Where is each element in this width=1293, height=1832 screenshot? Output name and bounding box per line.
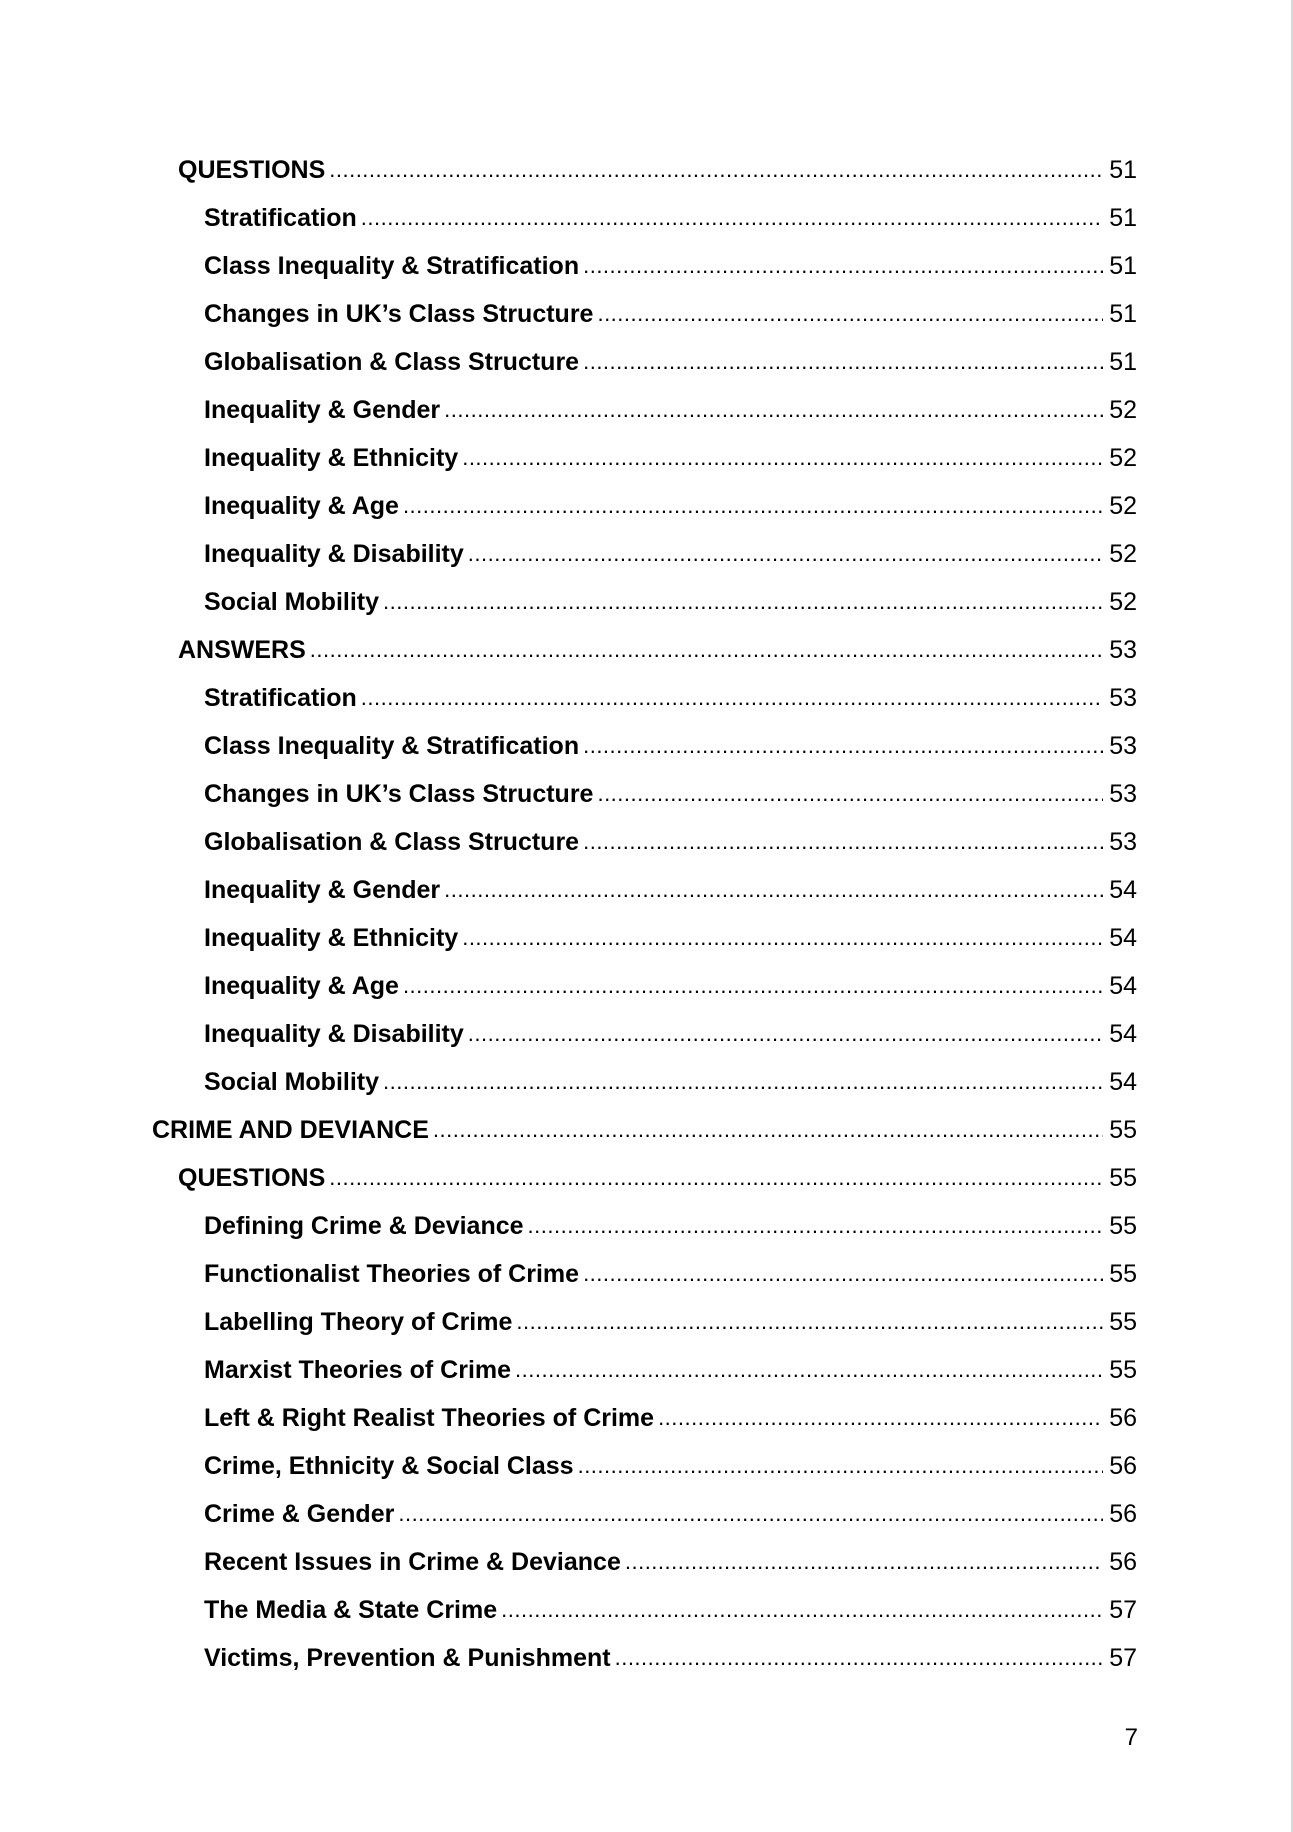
toc-entry-page: 55 [1109,1212,1137,1240]
toc-entry-page: 56 [1109,1452,1137,1480]
toc-entry-title: Inequality & Gender [204,396,441,424]
toc-entry-title: Victims, Prevention & Punishment [204,1644,611,1672]
toc-dot-leader [578,1442,1103,1490]
toc-entry[interactable] [0,1010,1137,1058]
toc-entry-title: Changes in UK’s Class Structure [204,780,594,808]
toc-entry-title: Left & Right Realist Theories of Crime [204,1404,655,1432]
toc-entry-title: Inequality & Disability [204,1020,464,1048]
toc-entry[interactable] [0,1538,1137,1586]
toc-dot-leader [433,1106,1103,1154]
toc-entry-page: 54 [1109,924,1137,952]
toc-dot-leader [501,1586,1103,1634]
toc-entry-title: Defining Crime & Deviance [204,1212,524,1240]
toc-entry-title: Stratification [204,684,357,712]
toc-entry-title: Crime & Gender [204,1500,395,1528]
toc-dot-leader [403,482,1103,530]
page-number: 7 [1124,1724,1138,1751]
toc-dot-leader [583,722,1103,770]
toc-dot-leader [444,866,1103,914]
toc-entry-title: Inequality & Disability [204,540,464,568]
toc-entry-page: 52 [1109,444,1137,472]
toc-entry[interactable] [0,386,1137,434]
toc-entry-page: 52 [1109,396,1137,424]
toc-dot-leader [515,1346,1103,1394]
table-of-contents [0,146,1293,1682]
toc-entry[interactable] [0,1490,1137,1538]
toc-dot-leader [329,146,1103,194]
toc-entry-page: 53 [1109,684,1137,712]
toc-entry-page: 55 [1109,1116,1137,1144]
toc-dot-leader [583,1250,1103,1298]
toc-entry-title: Globalisation & Class Structure [204,348,580,376]
toc-entry-page: 52 [1109,588,1137,616]
toc-dot-leader [444,386,1103,434]
toc-entry[interactable] [0,1634,1137,1682]
toc-entry-title: Labelling Theory of Crime [204,1308,513,1336]
toc-entry-page: 52 [1109,540,1137,568]
toc-dot-leader [462,434,1103,482]
toc-entry-title: Crime, Ethnicity & Social Class [204,1452,574,1480]
toc-entry-title: The Media & State Crime [204,1596,498,1624]
toc-entry[interactable] [0,1154,1137,1202]
toc-dot-leader [615,1634,1103,1682]
toc-dot-leader [583,242,1103,290]
toc-dot-leader [597,770,1103,818]
toc-dot-leader [398,1490,1103,1538]
toc-entry-title: Social Mobility [204,588,380,616]
toc-entry-page: 53 [1109,780,1137,808]
toc-entry-page: 51 [1109,204,1137,232]
toc-entry[interactable] [0,1058,1137,1106]
toc-entry-page: 57 [1109,1644,1137,1672]
toc-entry-title: Class Inequality & Stratification [204,732,580,760]
toc-dot-leader [625,1538,1103,1586]
toc-dot-leader [597,290,1103,338]
toc-entry-page: 54 [1109,972,1137,1000]
toc-entry[interactable] [0,1250,1137,1298]
toc-entry-title: QUESTIONS [178,156,326,184]
toc-entry-title: Changes in UK’s Class Structure [204,300,594,328]
toc-entry-title: Inequality & Ethnicity [204,444,459,472]
toc-entry-page: 54 [1109,1020,1137,1048]
toc-entry[interactable] [0,146,1137,194]
toc-entry-page: 51 [1109,156,1137,184]
toc-dot-leader [468,530,1103,578]
toc-entry[interactable] [0,1394,1137,1442]
toc-entry-page: 51 [1109,300,1137,328]
toc-entry-page: 56 [1109,1548,1137,1576]
toc-entry-title: Inequality & Age [204,972,399,1000]
toc-entry[interactable] [0,818,1137,866]
toc-entry-title: Inequality & Age [204,492,399,520]
toc-entry-page: 51 [1109,348,1137,376]
toc-entry-page: 53 [1109,828,1137,856]
toc-dot-leader [403,962,1103,1010]
toc-dot-leader [528,1202,1103,1250]
toc-dot-leader [310,626,1103,674]
toc-entry[interactable] [0,1442,1137,1490]
toc-entry-page: 53 [1109,732,1137,760]
toc-entry[interactable] [0,290,1137,338]
toc-entry-page: 57 [1109,1596,1137,1624]
toc-entry-page: 56 [1109,1500,1137,1528]
toc-entry-page: 52 [1109,492,1137,520]
toc-dot-leader [658,1394,1103,1442]
toc-entry-title: Inequality & Gender [204,876,441,904]
toc-entry-page: 54 [1109,1068,1137,1096]
toc-entry-title: Marxist Theories of Crime [204,1356,512,1384]
toc-entry-page: 55 [1109,1260,1137,1288]
toc-entry[interactable] [0,578,1137,626]
toc-entry[interactable] [0,434,1137,482]
toc-entry-title: Functionalist Theories of Crime [204,1260,580,1288]
toc-entry-page: 53 [1109,636,1137,664]
toc-dot-leader [468,1010,1103,1058]
toc-entry-page: 55 [1109,1356,1137,1384]
toc-entry[interactable] [0,914,1137,962]
toc-entry-title: CRIME AND DEVIANCE [152,1116,429,1144]
toc-dot-leader [329,1154,1103,1202]
toc-entry-title: Stratification [204,204,357,232]
toc-entry-page: 55 [1109,1308,1137,1336]
toc-dot-leader [462,914,1103,962]
toc-entry[interactable] [0,1586,1137,1634]
toc-dot-leader [361,674,1103,722]
toc-entry[interactable] [0,866,1137,914]
toc-entry[interactable] [0,1298,1137,1346]
toc-entry[interactable] [0,194,1137,242]
toc-entry[interactable] [0,1346,1137,1394]
toc-entry[interactable] [0,530,1137,578]
toc-dot-leader [383,578,1103,626]
toc-entry-title: Social Mobility [204,1068,380,1096]
toc-entry-page: 54 [1109,876,1137,904]
toc-entry[interactable] [0,722,1137,770]
toc-dot-leader [583,338,1103,386]
toc-entry[interactable] [0,674,1137,722]
toc-entry[interactable] [0,482,1137,530]
toc-entry[interactable] [0,338,1137,386]
toc-entry-title: Globalisation & Class Structure [204,828,580,856]
toc-dot-leader [361,194,1103,242]
toc-entry-title: ANSWERS [178,636,306,664]
toc-entry[interactable] [0,770,1137,818]
toc-dot-leader [516,1298,1103,1346]
toc-entry-page: 56 [1109,1404,1137,1432]
toc-entry-title: Inequality & Ethnicity [204,924,459,952]
toc-entry[interactable] [0,1106,1137,1154]
toc-entry-page: 55 [1109,1164,1137,1192]
toc-entry[interactable] [0,626,1137,674]
toc-entry-title: Recent Issues in Crime & Deviance [204,1548,621,1576]
toc-entry[interactable] [0,1202,1137,1250]
toc-entry-title: Class Inequality & Stratification [204,252,580,280]
toc-entry[interactable] [0,242,1137,290]
toc-dot-leader [583,818,1103,866]
toc-dot-leader [383,1058,1103,1106]
toc-entry[interactable] [0,962,1137,1010]
toc-entry-page: 51 [1109,252,1137,280]
toc-entry-title: QUESTIONS [178,1164,326,1192]
